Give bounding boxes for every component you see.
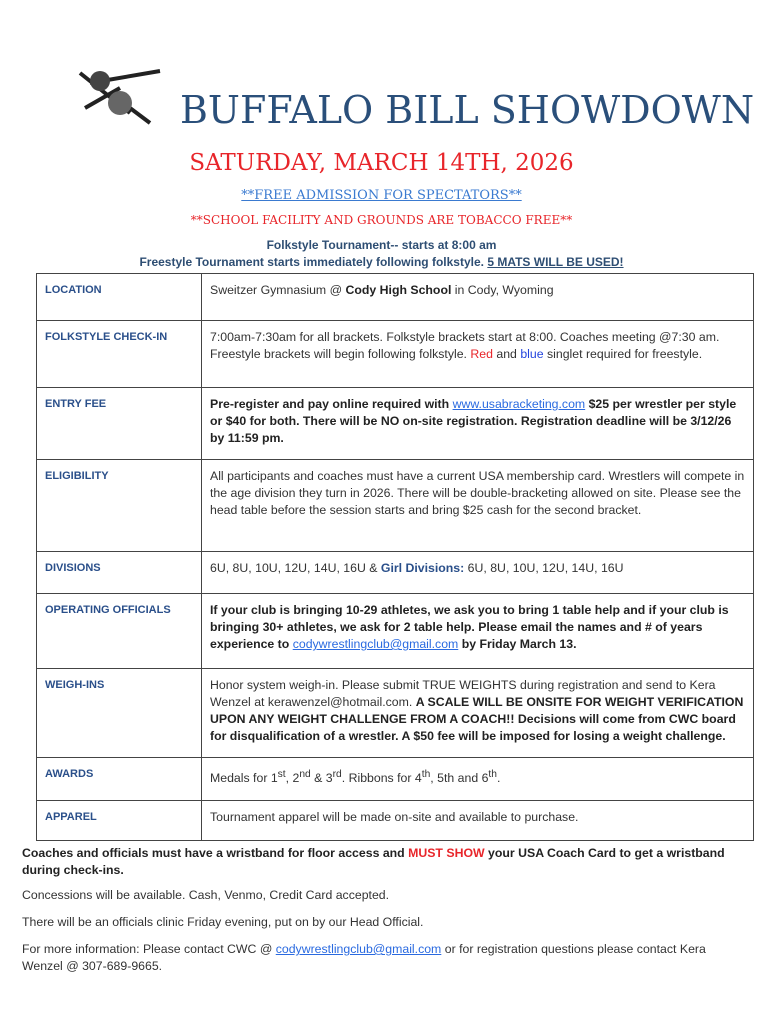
row-value: 7:00am-7:30am for all brackets. Folkstyle brackets start at 8:00. Coaches meeting @7:30 am. Freestyle brackets will begin following folkstyle. Red and blue singlet required for freestyle. (202, 321, 754, 388)
row-label: OPERATING OFFICIALS (37, 594, 202, 669)
row-value: 6U, 8U, 10U, 12U, 14U, 16U & Girl Divisions: 6U, 8U, 10U, 12U, 14U, 16U (202, 552, 754, 594)
row-value: Honor system weigh-in. Please submit TRUE WEIGHTS during registration and send to Kera Wenzel at kerawenzel@hotmail.com. A SCALE WILL BE ONSITE FOR WEIGHT VERIFICATION UPON ANY WEIGHT CHALLENGE FROM A COACH!! Decisions will come from CWC board for disqualification of a wrestler. A $50 fee will be imposed for losing a weight challenge. (202, 669, 754, 758)
table-row (37, 552, 754, 594)
usabracketing-link[interactable]: www.usabracketing.com (452, 397, 586, 411)
mats-notice: 5 MATS WILL BE USED! (487, 255, 624, 269)
content-flow (0, 273, 763, 975)
freestyle-schedule (0, 255, 763, 269)
row-label: LOCATION (37, 274, 202, 321)
row-value: Medals for 1st, 2nd & 3rd. Ribbons for 4th, 5th and 6th. (202, 758, 754, 801)
table-row (37, 321, 754, 388)
row-label: ENTRY FEE (37, 388, 202, 460)
row-value: If your club is bringing 10-29 athletes, we ask you to bring 1 table help and if your club is bringing 30+ athletes, we ask for 2 table help. Please email the names and # of years experience to codywrestlingclub@gmail.com by Friday March 13. (202, 594, 754, 669)
freestyle-text: Freestyle Tournament starts immediately following folkstyle. (139, 255, 488, 269)
table-row (37, 274, 754, 321)
contact-info: For more information: Please contact CWC @ codywrestlingclub@gmail.com or for registration questions please contact Kera Wenzel @ 307-689-9665. (22, 942, 706, 973)
free-admission-link[interactable]: **FREE ADMISSION FOR SPECTATORS** (241, 188, 522, 203)
row-label: APPAREL (37, 801, 202, 841)
email-link[interactable]: codywrestlingclub@gmail.com (292, 637, 459, 651)
wrestler-logo-image (70, 63, 170, 127)
table-row (37, 801, 754, 841)
clinic-note: There will be an officials clinic Friday evening, put on by our Head Official. (22, 915, 424, 929)
row-value: All participants and coaches must have a current USA membership card. Wrestlers will compete in the age division they turn in 2026. There will be double-bracketing allowed on site. Please see the head table before the session starts and bring $25 cash for the second bracket. (202, 460, 754, 552)
row-label: FOLKSTYLE CHECK-IN (37, 321, 202, 388)
row-label: WEIGH-INS (37, 669, 202, 758)
folkstyle-schedule: Folkstyle Tournament-- starts at 8:00 am (266, 238, 497, 252)
row-label: AWARDS (37, 758, 202, 801)
wristband-notice: Coaches and officials must have a wristband for floor access and MUST SHOW your USA Coach Card to get a wristband during check-ins. (22, 846, 725, 877)
event-date: SATURDAY, MARCH 14TH, 2026 (189, 150, 574, 176)
row-value: Sweitzer Gymnasium @ Cody High School in Cody, Wyoming (202, 274, 754, 321)
table-row (37, 669, 754, 758)
event-title: BUFFALO BILL SHOWDOWN (180, 88, 755, 132)
table-row (37, 460, 754, 552)
table-row (37, 388, 754, 460)
row-label: ELIGIBILITY (37, 460, 202, 552)
row-label: DIVISIONS (37, 552, 202, 594)
row-value: Pre-register and pay online required with www.usabracketing.com $25 per wrestler per style or $40 for both. There will be NO on-site registration. Registration deadline will be 3/12/26 by 11:59 pm. (202, 388, 754, 460)
table-row (37, 594, 754, 669)
info-table (36, 273, 754, 841)
contact-email-link[interactable]: codywrestlingclub@gmail.com (275, 942, 442, 956)
tobacco-notice: **SCHOOL FACILITY AND GROUNDS ARE TOBACCO FREE** (190, 213, 573, 227)
table-row (37, 758, 754, 801)
row-value: Tournament apparel will be made on-site and available to purchase. (202, 801, 754, 841)
concessions-note: Concessions will be available. Cash, Venmo, Credit Card accepted. (22, 888, 390, 902)
